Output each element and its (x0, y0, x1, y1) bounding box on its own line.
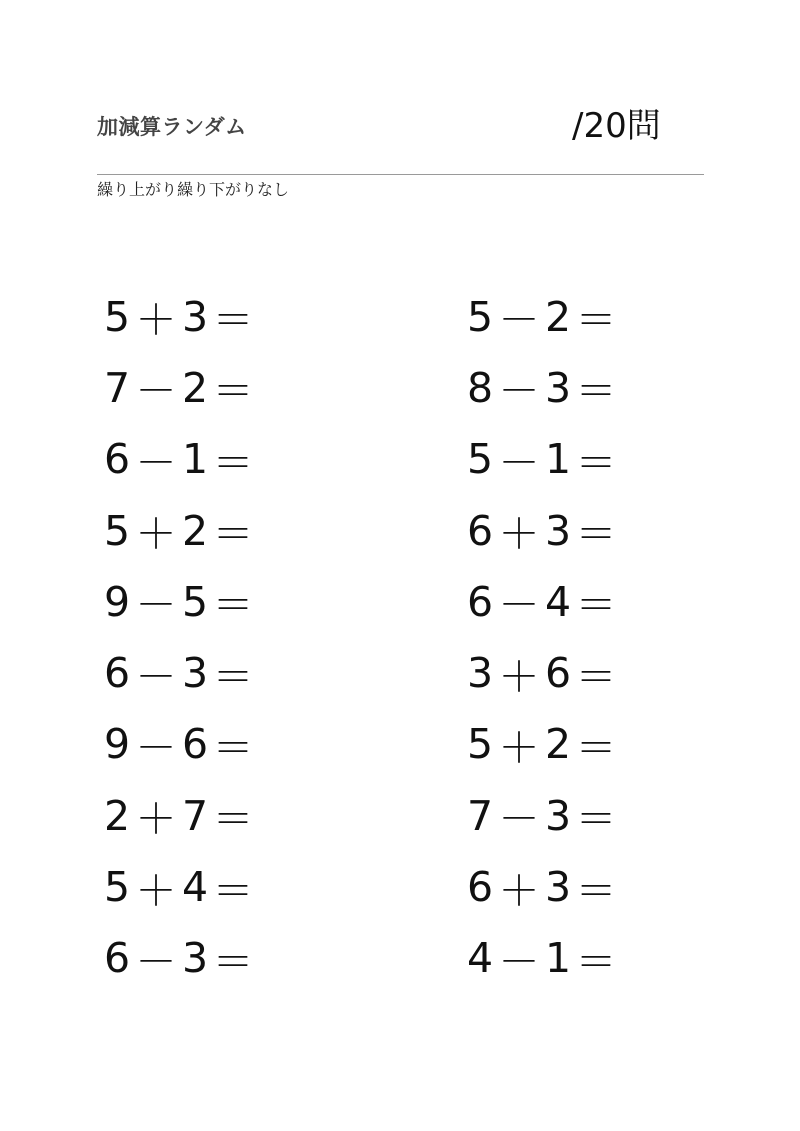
operator: － (135, 438, 177, 487)
operator: ＋ (498, 723, 540, 772)
problem-item (102, 851, 465, 922)
operator: － (498, 296, 540, 345)
equals-sign: ＝ (212, 296, 254, 345)
equals-sign: ＝ (212, 795, 254, 844)
problem-item (102, 424, 465, 495)
operand-a: 5 (466, 720, 494, 769)
operand-a: 6 (466, 506, 494, 555)
problem-item (465, 923, 662, 994)
problem-item (102, 281, 465, 352)
operator: ＋ (498, 510, 540, 559)
problem-item (465, 851, 662, 922)
operator: － (498, 438, 540, 487)
equals-sign: ＝ (575, 581, 617, 630)
problem-item (465, 424, 662, 495)
operand-a: 5 (103, 506, 131, 555)
equals-sign: ＝ (575, 438, 617, 487)
operand-b: 6 (181, 720, 209, 769)
equals-sign: ＝ (212, 652, 254, 701)
operator: ＋ (135, 296, 177, 345)
operand-b: 3 (181, 934, 209, 983)
problem-item (102, 637, 465, 708)
operator: ＋ (135, 795, 177, 844)
operand-b: 1 (544, 435, 572, 484)
operator: ＋ (498, 652, 540, 701)
operand-b: 3 (181, 649, 209, 698)
operand-b: 3 (544, 363, 572, 412)
equals-sign: ＝ (212, 937, 254, 986)
operator: － (498, 367, 540, 416)
operand-a: 5 (103, 292, 131, 341)
operand-b: 2 (181, 506, 209, 555)
problem-item (465, 566, 662, 637)
equals-sign: ＝ (575, 723, 617, 772)
problem-item (465, 495, 662, 566)
problem-item (102, 923, 465, 994)
equals-sign: ＝ (575, 367, 617, 416)
equals-sign: ＝ (212, 510, 254, 559)
problem-item (102, 780, 465, 851)
equals-sign: ＝ (575, 866, 617, 915)
operand-a: 5 (466, 435, 494, 484)
operand-a: 3 (466, 649, 494, 698)
operand-a: 9 (103, 720, 131, 769)
operand-b: 2 (544, 292, 572, 341)
equals-sign: ＝ (575, 510, 617, 559)
operand-a: 9 (103, 577, 131, 626)
operator: ＋ (498, 866, 540, 915)
operand-b: 2 (181, 363, 209, 412)
problem-item (465, 281, 662, 352)
operand-a: 4 (466, 934, 494, 983)
operand-b: 3 (181, 292, 209, 341)
problem-item (465, 709, 662, 780)
problem-item (102, 709, 465, 780)
operand-b: 3 (544, 791, 572, 840)
operator: － (135, 581, 177, 630)
operand-a: 7 (466, 791, 494, 840)
operand-a: 8 (466, 363, 494, 412)
operator: ＋ (135, 866, 177, 915)
problem-grid (102, 281, 662, 994)
equals-sign: ＝ (575, 652, 617, 701)
score-label: /20問 (572, 106, 661, 146)
problem-item (102, 352, 465, 423)
operator: ＋ (135, 510, 177, 559)
operand-a: 7 (103, 363, 131, 412)
problem-item (465, 637, 662, 708)
operand-b: 5 (181, 577, 209, 626)
operand-a: 6 (466, 577, 494, 626)
problem-item (465, 780, 662, 851)
equals-sign: ＝ (212, 438, 254, 487)
equals-sign: ＝ (212, 866, 254, 915)
operator: － (498, 581, 540, 630)
operand-b: 1 (544, 934, 572, 983)
worksheet-subtitle: 繰り上がり繰り下がりなし (97, 180, 290, 199)
equals-sign: ＝ (575, 296, 617, 345)
operand-b: 1 (181, 435, 209, 484)
equals-sign: ＝ (575, 795, 617, 844)
equals-sign: ＝ (212, 581, 254, 630)
operand-a: 6 (103, 934, 131, 983)
operator: － (135, 652, 177, 701)
equals-sign: ＝ (212, 367, 254, 416)
worksheet-title: 加減算ランダム (97, 115, 247, 139)
problem-item (465, 352, 662, 423)
operand-b: 4 (181, 863, 209, 912)
operator: － (135, 723, 177, 772)
operand-b: 3 (544, 506, 572, 555)
problem-item (102, 566, 465, 637)
operand-a: 2 (103, 791, 131, 840)
operator: － (135, 937, 177, 986)
equals-sign: ＝ (212, 723, 254, 772)
operand-a: 6 (466, 863, 494, 912)
operand-b: 7 (181, 791, 209, 840)
operand-b: 3 (544, 863, 572, 912)
operand-b: 4 (544, 577, 572, 626)
operator: － (498, 937, 540, 986)
operator: － (498, 795, 540, 844)
operand-a: 6 (103, 435, 131, 484)
operand-a: 5 (103, 863, 131, 912)
operand-a: 5 (466, 292, 494, 341)
operator: － (135, 367, 177, 416)
header-divider (97, 174, 704, 175)
problem-item (102, 495, 465, 566)
operand-b: 2 (544, 720, 572, 769)
equals-sign: ＝ (575, 937, 617, 986)
operand-b: 6 (544, 649, 572, 698)
operand-a: 6 (103, 649, 131, 698)
